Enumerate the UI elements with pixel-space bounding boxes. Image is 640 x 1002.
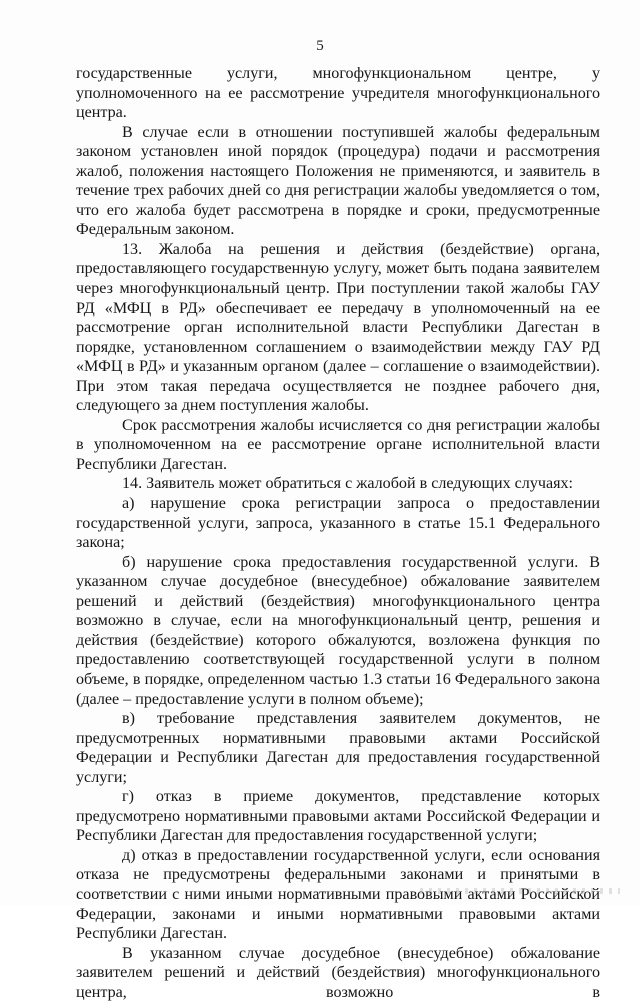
paragraph-13-complaint-via-mfc: 13. Жалоба на решения и действия (бездействие) органа, предоставляющего государственную услугу, может быть подана заявителем через многофункциональный центр. При поступлении такой жалобы ГАУ РД «МФЦ в РД» обеспечивает ее передачу в уполномоченный на ее рассмотрение орган исполнительной власти Республики Дагестан в порядке, установленном соглашением о взаимодействии между ГАУ РД «МФЦ в РД» и указанным органом (далее – соглашение о взаимодействии). При этом такая передача осуществляется не позднее рабочего дня, следующего за днем поступления жалобы.: [76, 240, 600, 415]
page-number: 5: [316, 38, 324, 54]
list-item-d: д) отказ в предоставлении государственной услуги, если основания отказа не предусмотрены федеральными законами и принятыми в соответствии с ними иными нормативными правовыми актами Российской Федерации, законами и иными нормативными правовыми актами Республики Дагестан.: [76, 846, 600, 943]
paragraph-review-period: Срок рассмотрения жалобы исчисляется со дня регистрации жалобы в уполномоченном на ее рассмотрение органе исполнительной власти Республики Дагестан.: [76, 416, 600, 473]
paragraph-continuation: государственные услуги, многофункциональном центре, у уполномоченного на ее рассмотрение учредителя многофункционального центра.: [76, 65, 600, 122]
scan-artifact: [420, 888, 620, 894]
list-item-g: г) отказ в приеме документов, представление которых предусмотрено нормативными правовыми актами Российской Федерации и Республики Дагестан для предоставления государственной услуги;: [76, 788, 600, 845]
list-item-v: в) требование представления заявителем документов, не предусмотренных нормативными правовыми актами Российской Федерации и Республики Дагестан для предоставления государственной услуги;: [76, 710, 600, 786]
list-item-a: а) нарушение срока регистрации запроса о предоставлении государственной услуги, запроса, указанного в статье 15.1 Федерального закона;: [76, 495, 600, 552]
paragraph-14-cases-intro: 14. Заявитель может обратиться с жалобой в следующих случаях:: [122, 475, 574, 493]
list-item-b: б) нарушение срока предоставления государственной услуги. В указанном случае досудебное (внесудебное) обжалование заявителем решений и действий (бездействия) многофункционального центра возможно в случае, если на многофункциональный центр, решения и действия (бездействие) которого обжалуются, возложена функция по предоставлению соответствующей государственной услуги в полном объеме, в порядке, определенном частью 1.3 статьи 16 Федерального закона (далее – предоставление услуги в полном объеме);: [76, 553, 600, 708]
paragraph-appeal-mfc: В указанном случае досудебное (внесудебное) обжалование заявителем решений и действий (бездействия) многофункционального центра, возможно в: [76, 944, 600, 1001]
paragraph-federal-law-exception: В случае если в отношении поступившей жалобы федеральным законом установлен иной порядок (процедура) подачи и рассмотрения жалоб, положения настоящего Положения не применяются, и заявитель в течение трех рабочих дней со дня регистрации жалобы уведомляется о том, что его жалоба будет рассмотрена в порядке и сроки, предусмотренные Федеральным законом.: [76, 123, 600, 239]
document-body: [76, 64, 600, 1002]
